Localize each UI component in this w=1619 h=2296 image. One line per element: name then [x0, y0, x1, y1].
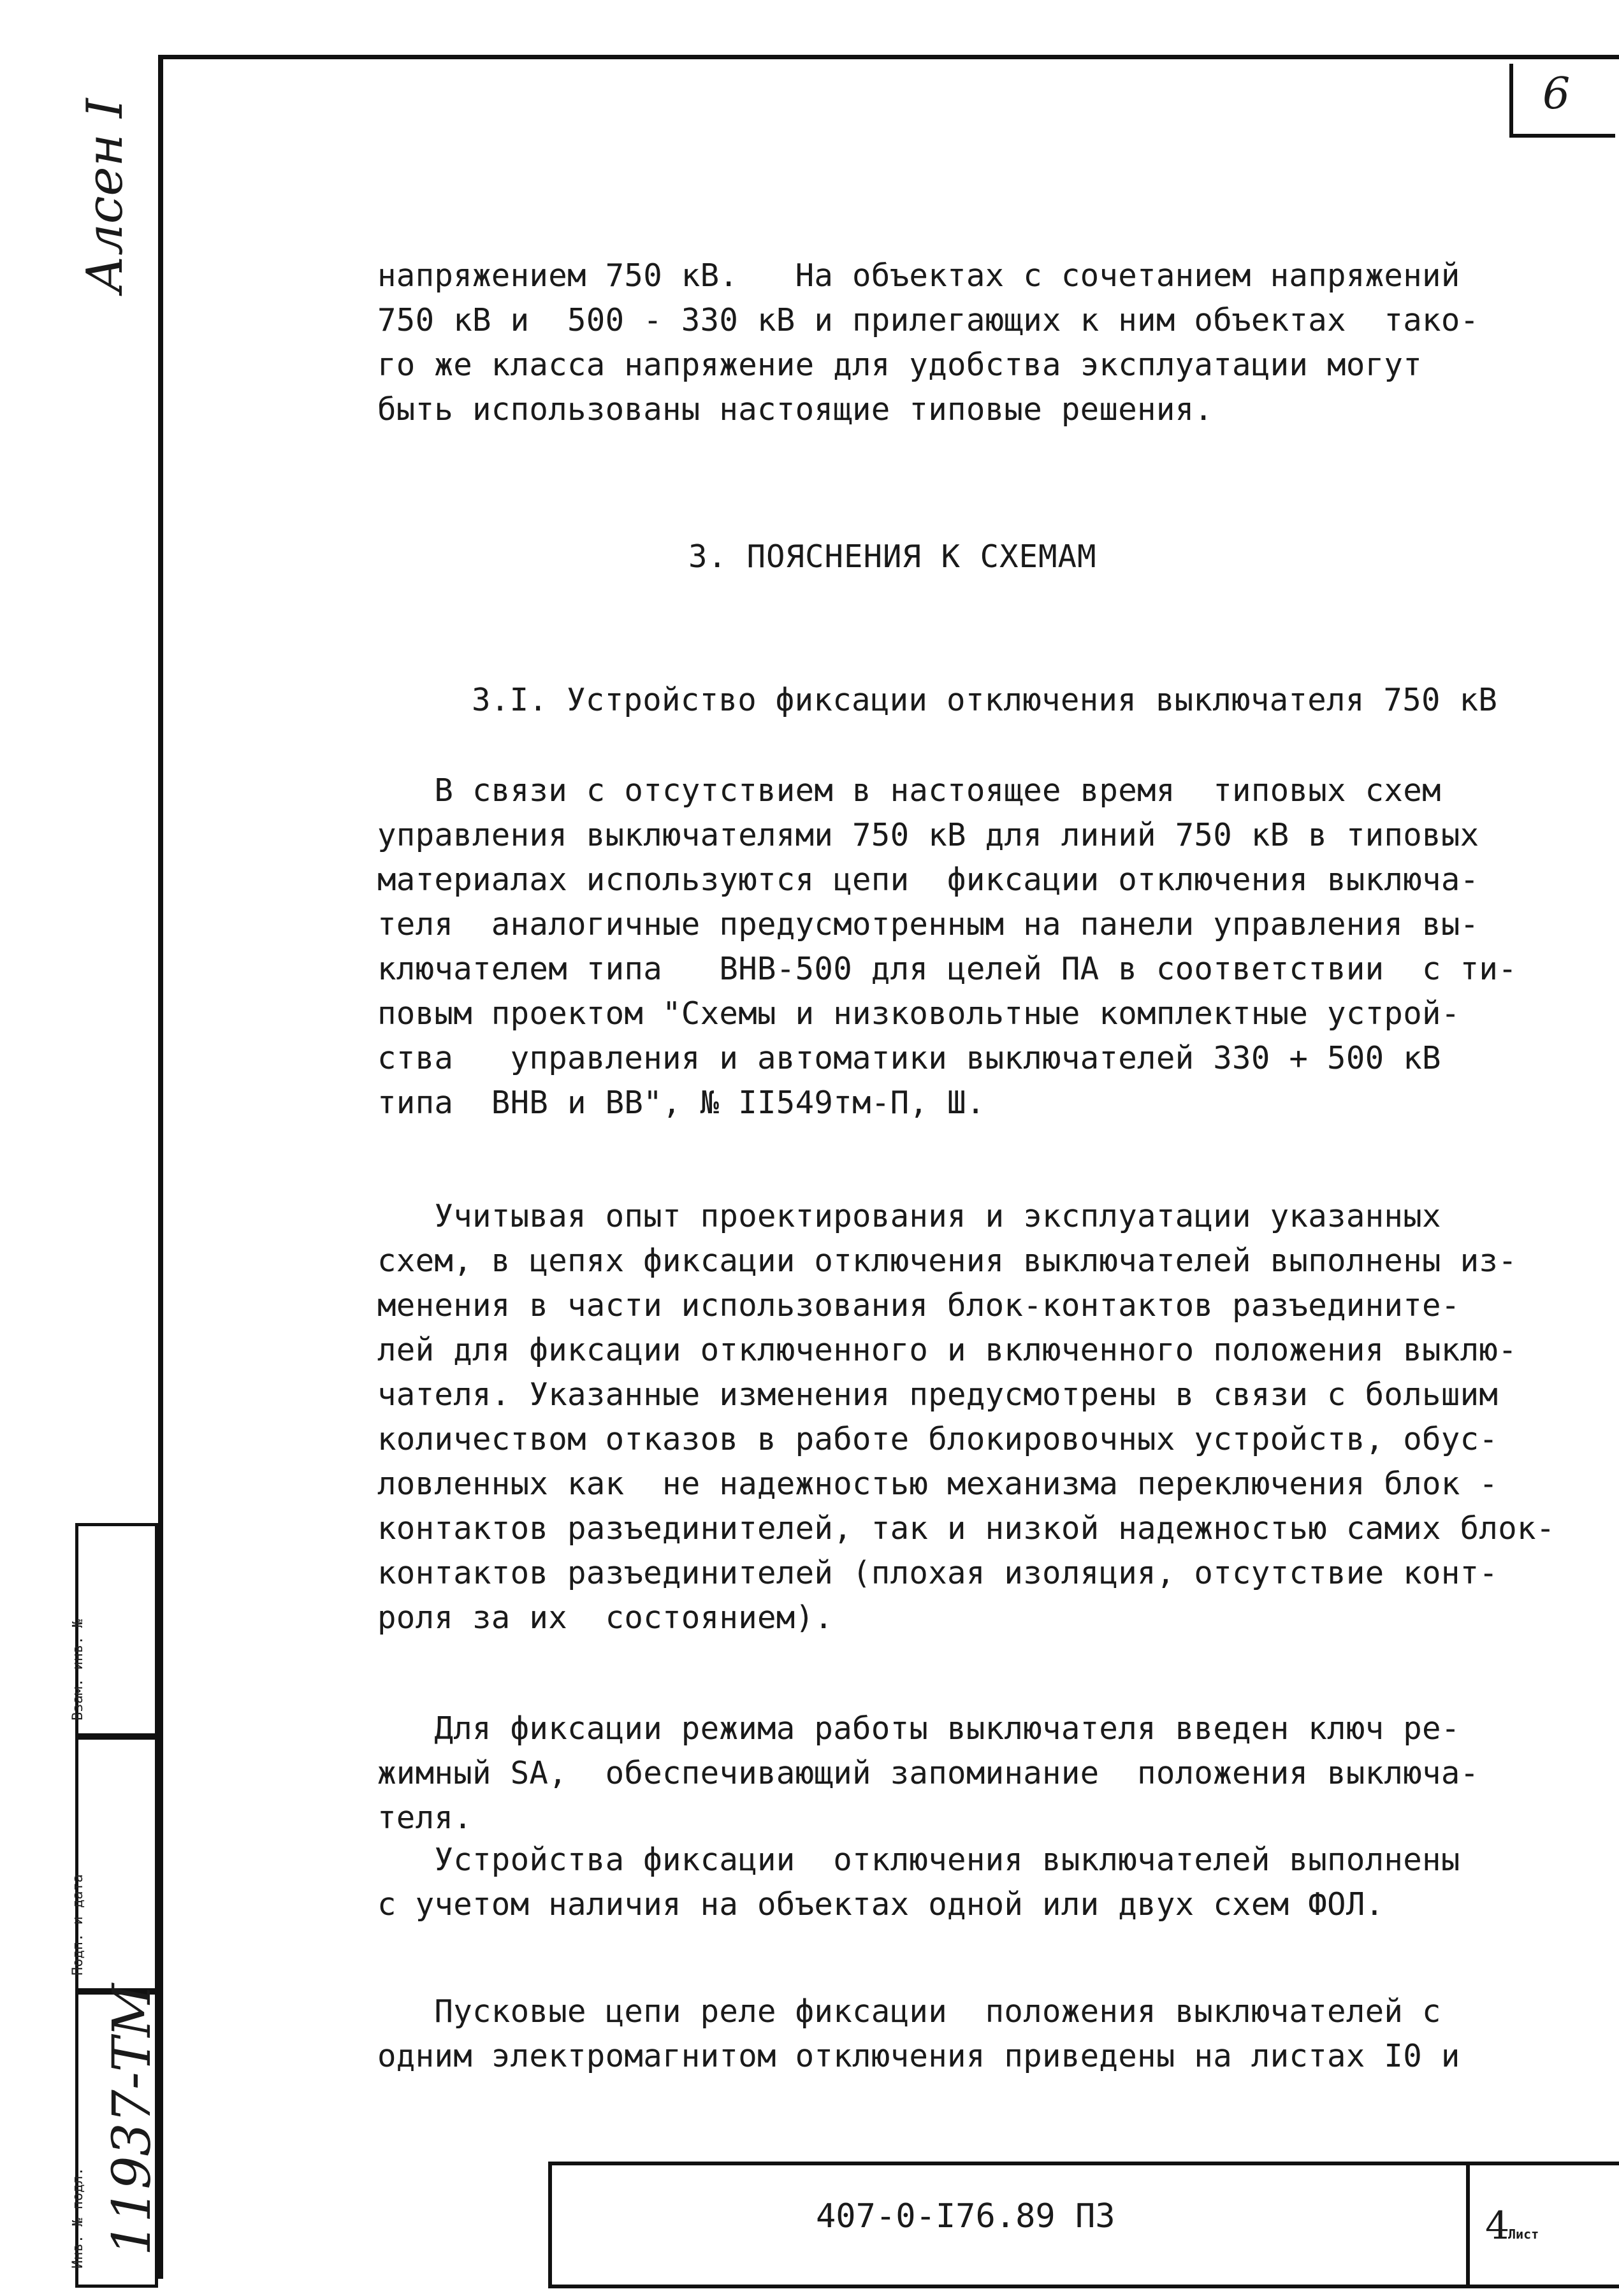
frame-bottom-border [548, 2285, 1619, 2288]
frame-top-border [158, 55, 1619, 59]
text-line: роля за их состоянием). [377, 1599, 834, 1636]
text-line: го же класса напряжение для удобства эксплуатации могут [377, 347, 1423, 383]
text-line: управления выключателями 750 кВ для линий 750 кВ в типовых [377, 817, 1479, 853]
text-line: ства управления и автоматики выключателей 330 + 500 кВ [377, 1040, 1441, 1076]
text-line: чателя. Указанные изменения предусмотрены в связи с большим [377, 1376, 1499, 1413]
text-line: Для фиксации режима работы выключателя введен ключ ре- [377, 1710, 1460, 1747]
sheet-label: Лист [1508, 2227, 1539, 2242]
text-line: В связи с отсутствием в настоящее время типовых схем [377, 772, 1441, 809]
stamp-box-2 [75, 1733, 158, 1995]
text-line: быть использованы настоящие типовые решения. [377, 391, 1214, 428]
text-line: Учитывая опыт проектирования и эксплуатации указанных [377, 1198, 1441, 1234]
text-line: ключателем типа ВНВ-500 для целей ПА в соответствии с ти- [377, 951, 1518, 987]
paragraph-3 [377, 1194, 1555, 1640]
text-line: теля. [377, 1800, 473, 1836]
text-line: менения в части использования блок-контактов разъедините- [377, 1287, 1460, 1324]
subsection-title-block [472, 678, 1619, 723]
text-line: жимный SA, обеспечивающий запоминание положения выключа- [377, 1755, 1479, 1791]
stamp-label-1: Взам. инв. № [70, 1619, 86, 1721]
title-block-left-border [548, 2165, 552, 2288]
text-line: ловленных как не надежностью механизма переключения блок - [377, 1466, 1499, 1502]
paragraph-4 [377, 1707, 1544, 1840]
text-line: Пусковые цепи реле фиксации положения выключателей с [377, 1993, 1441, 2030]
section-title: 3. ПОЯСНЕНИЯ К СХЕМАМ [688, 538, 1097, 575]
frame-left-border [158, 55, 163, 2279]
text-line: Устройства фиксации отключения выключателей выполнены [377, 1842, 1460, 1878]
paragraph-2 [377, 769, 1544, 1125]
paragraph-top [377, 254, 1544, 432]
subsection-title: 3.I. Устройство фиксации отключения выключателя 750 кВ [472, 682, 1498, 718]
page-number: 6 [1543, 69, 1571, 119]
margin-signature: Алсен I [76, 98, 134, 293]
text-line: лей для фиксации отключенного и включенного положения выклю- [377, 1332, 1518, 1368]
text-line: типа ВНВ и ВВ", № II549тм-П, Ш. [377, 1085, 985, 1121]
text-line: напряжением 750 кВ. На объектах с сочетанием напряжений [377, 257, 1460, 294]
stamp-label-3: Инв. № подл. [70, 2167, 86, 2269]
stamp-label-2: Подп. и дата [70, 1874, 86, 1975]
document-code: 407-0-I76.89 ПЗ [816, 2197, 1115, 2235]
paragraph-6 [377, 1989, 1544, 2079]
text-line: материалах используются цепи фиксации отключения выключа- [377, 862, 1479, 898]
text-line: схем, в цепях фиксации отключения выключателей выполнены из- [377, 1243, 1518, 1279]
text-line: с учетом наличия на объектах одной или двух схем ФОЛ. [377, 1886, 1384, 1923]
text-line: контактов разъединителей (плохая изоляция, отсутствие конт- [377, 1555, 1499, 1591]
paragraph-5 [377, 1838, 1544, 1927]
stamp-box-1 [75, 1523, 158, 1740]
text-line: теля аналогичные предусмотренным на панели управления вы- [377, 906, 1479, 942]
text-line: повым проектом "Схемы и низковольтные комплектные устрой- [377, 995, 1460, 1032]
margin-doc-number: 11937-ТМ [102, 1983, 163, 2256]
title-block-divider [1466, 2165, 1470, 2288]
text-line: контактов разъединителей, так и низкой надежностью самих блок- [377, 1510, 1555, 1547]
sheet-number: 4 [1485, 2204, 1510, 2248]
text-line: количеством отказов в работе блокировочных устройств, обус- [377, 1421, 1499, 1457]
text-line: одним электромагнитом отключения приведены на листах I0 и [377, 2038, 1460, 2074]
title-block [548, 2162, 1619, 2288]
text-line: 750 кВ и 500 - 330 кВ и прилегающих к ним объектах тако- [377, 302, 1479, 338]
